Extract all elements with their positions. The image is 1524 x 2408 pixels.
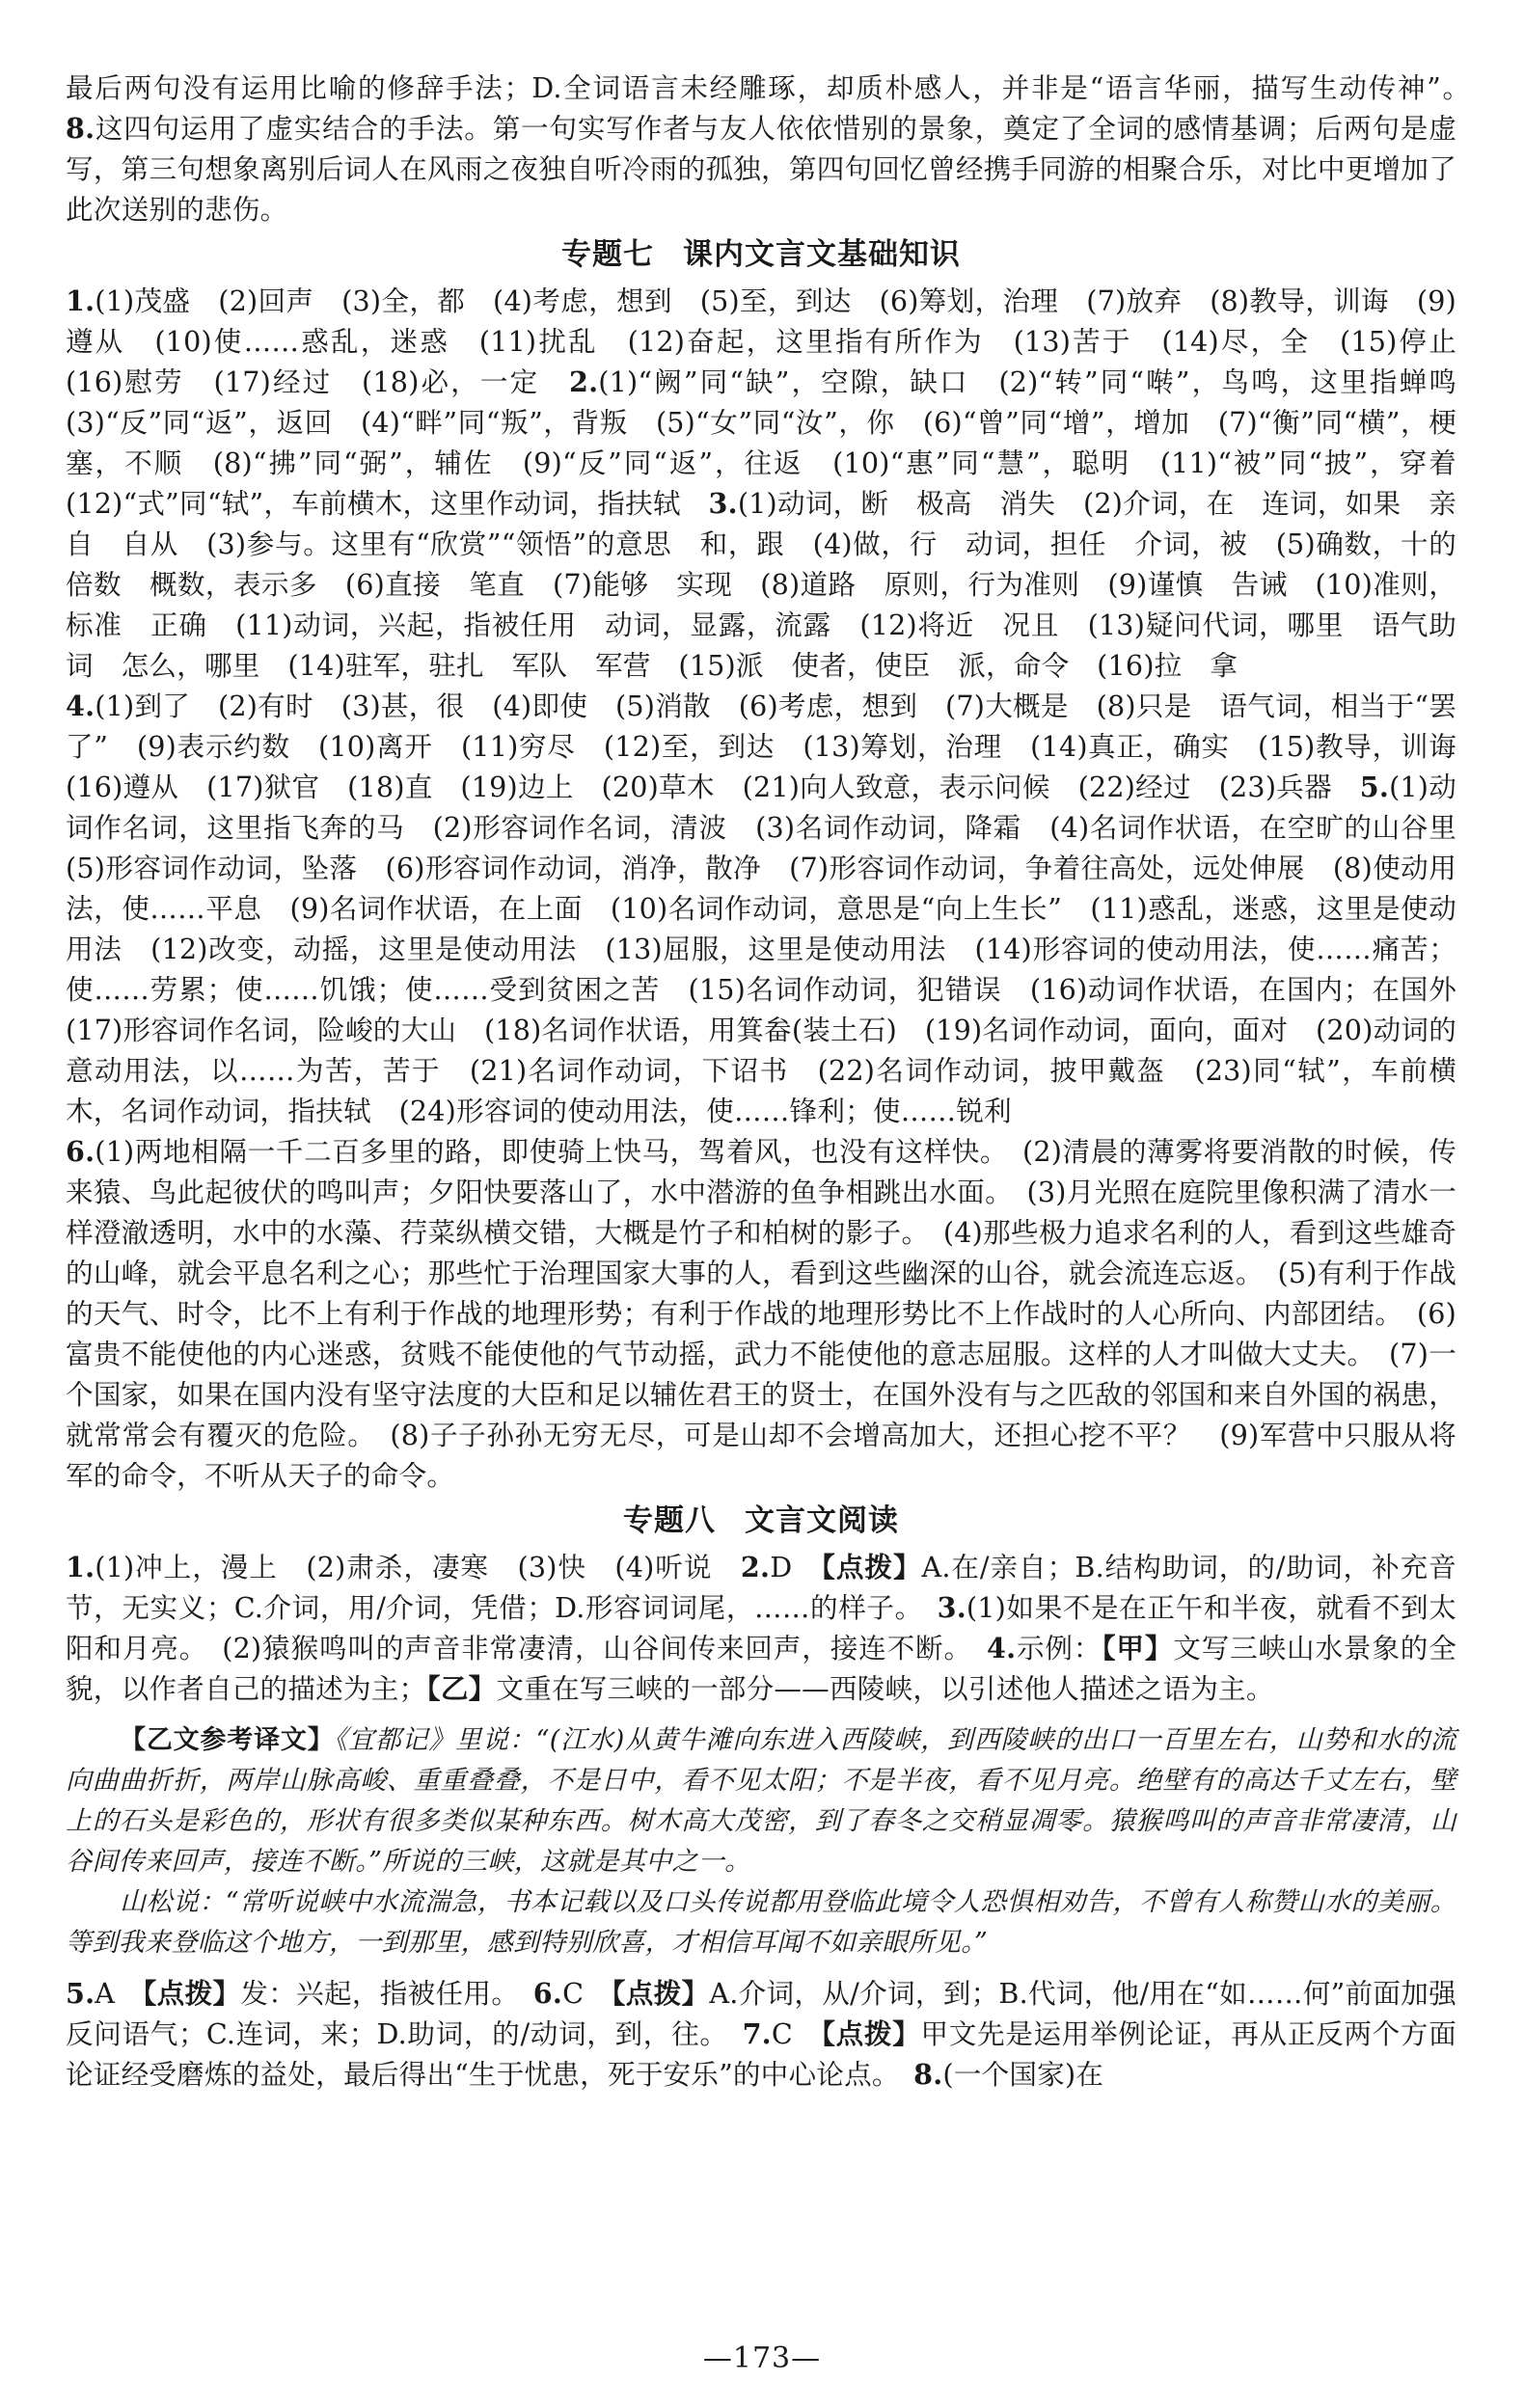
answer-text: (1)冲上，漫上 (2)肃杀，凄寒 (3)快 (4)听说 <box>95 1551 741 1583</box>
section-title: 课内文言文基础知识 <box>683 237 961 272</box>
question-number: 3. <box>708 487 738 520</box>
answer-text: (1)如果不是在正午和半夜，就看不到太阳和月亮。 (2)猿猴鸣叫的声音非常凄清，山谷间传来回声，接连不断。 <box>66 1591 1456 1664</box>
answer-text: (1)动词作名词，这里指飞奔的马 (2)形容词作名词，清波 (3)名词作动词，降霜 (4)名词作状语，在空旷的山谷里 (5)形容词作动词，坠落 (6)形容词作动词，消净，散净 (7)形容词作动词，争着往高处，远处伸展 (8)使动用法，使……平息 (9)名词作状语，在上面 (10)名词作动词，意思是“向上生长” (11)惑乱，迷惑，这里是使动用法 (12)改变，动摇，这里是使动用法 (13)屈服，这里是使动用法 (14)形容词的使动用法，使……痛苦；使……劳累；使……饥饿；使……受到贫困之苦 (15)名词作动词，犯错误 (16)动词作状语，在国内；在国外 (17)形容词作名词，险峻的大山 (18)名词作状语，用箕畚(装土石) (19)名词作动词，面向，面对 (20)动词的意动用法，以……为苦，苦于 (21)名词作动词，下诏书 (22)名词作动词，披甲戴盔 (23)同“轼”，车前横木，名词作动词，指扶轼 (24)形容词的使动用法，使……锋利；使……锐利 <box>66 771 1484 1127</box>
question-number: 4. <box>987 1632 1017 1664</box>
question-number: 7. <box>742 2017 772 2050</box>
hint-label: 【点拨】 <box>612 1977 710 2010</box>
translation-paragraph <box>66 1882 1456 1963</box>
hint-label: 【点拨】 <box>821 2017 921 2050</box>
answer-block-7-q6 <box>66 1131 1456 1496</box>
section-title: 文言文阅读 <box>745 1503 899 1538</box>
text: 这四句运用了虚实结合的手法。第一句实写作者与友人依依惜别的景象，奠定了全词的感情基调；后两句是虚写，第三句想象离别后词人在风雨之夜独自听冷雨的孤独，第四句回忆曾经携手同游的相聚合乐，对比中更增加了此次送别的悲伤。 <box>66 112 1456 226</box>
question-number: 2. <box>569 365 599 398</box>
question-number: 3. <box>937 1591 966 1624</box>
answer-text: (1)茂盛 (2)回声 (3)全，都 (4)考虑，想到 (5)至，到达 (6)筹划，治理 (7)放弃 (8)教导，训诲 (9)遵从 (10)使……惑乱，迷惑 (11)扰乱 (12)奋起，这里指有所作为 (13)苦于 (14)尽，全 (15)停止 (16)慰劳 (17)经过 (18)必，一定 <box>66 284 1484 398</box>
question-number: 6. <box>532 1977 563 2010</box>
question-number: 8. <box>913 2058 943 2091</box>
paragraph-continued <box>66 68 1456 230</box>
translation-label: 【乙文参考译文】 <box>120 1725 335 1755</box>
answer-text: 示例： <box>1016 1632 1102 1664</box>
section-heading-7 <box>66 232 1456 277</box>
answer-text: 文写三峡山水景象的全貌，以作者自己的描述为主； <box>66 1632 1456 1705</box>
question-number: 1. <box>66 284 95 317</box>
question-number: 8. <box>66 112 95 145</box>
answer-choice: D <box>770 1551 822 1583</box>
answer-text: (1)“阙”同“缺”，空隙，缺口 (2)“转”同“啭”，鸟鸣，这里指蝉鸣 (3)“反”同“返”，返回 (4)“畔”同“叛”，背叛 (5)“女”同“汝”，你 (6)“曾”同“增”，增加 (7)“衡”同“横”，梗塞，不顺 (8)“拂”同“弼”，辅佐 (9)“反”同“返”，往返 (10)“惠”同“慧”，聪明 (11)“被”同“披”，穿着 (12)“式”同“轼”，车前横木，这里作动词，指扶轼 <box>66 365 1484 520</box>
section-heading-8 <box>66 1499 1456 1543</box>
translation-text: 山松说：“常听说峡中水流湍急，书本记载以及口头传说都用登临此境令人恐惧相劝告，不曾有人称赞山水的美丽。等到我来登临这个地方，一到那里，感到特别欣喜，才相信耳闻不如亲眼所见。” <box>66 1887 1456 1958</box>
answer-text: A.在/亲自；B.结构助词，的/助词，补充音节，无实义；C.介词，用/介词，凭借；D.形容词词尾，……的样子。 <box>66 1551 1456 1624</box>
answer-text: A.介词，从/介词，到；B.代词，他/用在“如……何”前面加强反问语气；C.连词，来；D.助词，的/动词，到，往。 <box>66 1977 1456 2050</box>
answer-choice: C <box>771 2017 822 2050</box>
section-label: 专题七 <box>561 237 654 272</box>
answer-text: (1)两地相隔一千二百多里的路，即使骑上快马，驾着风，也没有这样快。 (2)清晨的薄雾将要消散的时候，传来猿、鸟此起彼伏的鸣叫声；夕阳快要落山了，水中潜游的鱼争相跳出水面。 (3)月光照在庭院里像积满了清水一样澄澈透明，水中的水藻、荇菜纵横交错，大概是竹子和柏树的影子。 (4)那些极力追求名利的人，看到这些雄奇的山峰，就会平息名利之心；那些忙于治理国家大事的人，看到这些幽深的山谷，就会流连忘返。 (5)有利于作战的天气、时令，比不上有利于作战的地理形势；有利于作战的地理形势比不上作战时的人心所向、内部团结。 (6)富贵不能使他的内心迷惑，贫贱不能使他的气节动摇，武力不能使他的意志屈服。这样的人才叫做大丈夫。 (7)一个国家，如果在国内没有坚守法度的大臣和足以辅佐君王的贤士，在国外没有与之匹敌的邻国和来自外国的祸患，就常常会有覆灭的危险。 (8)子子孙孙无穷无尽，可是山却不会增高加大，还担心挖不平？ (9)军营中只服从将军的命令，不听从天子的命令。 <box>66 1135 1456 1492</box>
answer-block-8 <box>66 1547 1456 1709</box>
translation-paragraph <box>66 1720 1456 1882</box>
translation-text: 《宜都记》里说：“(江水)从黄牛滩向东进入西陵峡，到西陵峡的出口一百里左右，山势和水的流向曲曲折折，两岸山脉高峻、重重叠叠，不是日中，看不见太阳；不是半夜，看不见月亮。绝壁有的高达千丈左右，壁上的石头是彩色的，形状有很多类似某种东西。树木高大茂密，到了春冬之交稍显凋零。猿猴鸣叫的声音非常凄清，山谷间传来回声，接连不断。”所说的三峡，这就是其中之一。 <box>66 1725 1456 1877</box>
answer-block-8-cont <box>66 1973 1456 2095</box>
answer-text: 发：兴起，指被任用。 <box>240 1977 533 2010</box>
answer-text: (一个国家)在 <box>942 2058 1104 2091</box>
question-number: 5. <box>66 1977 95 2010</box>
question-number: 5. <box>1359 771 1390 803</box>
question-number: 1. <box>66 1551 95 1583</box>
hint-label: 【点拨】 <box>821 1551 922 1583</box>
answer-choice: A <box>95 1977 144 2010</box>
hint-label: 【点拨】 <box>143 1977 241 2010</box>
text: 最后两句没有运用比喻的修辞手法；D.全词语言未经雕琢，却质朴感人，并非是“语言华丽，描写生动传神”。 <box>66 71 1456 104</box>
text-label: 【乙】 <box>426 1672 497 1705</box>
page-number: —173— <box>702 2341 822 2375</box>
answer-block-7 <box>66 281 1484 686</box>
answer-text: (1)到了 (2)有时 (3)甚，很 (4)即使 (5)消散 (6)考虑，想到 (7)大概是 (8)只是 语气词，相当于“罢了” (9)表示约数 (10)离开 (11)穷尽 (12)至，到达 (13)筹划，治理 (14)真正，确实 (15)教导，训诲 (16)遵从 (17)狱官 (18)直 (19)边上 (20)草木 (21)向人致意，表示问候 (22)经过 (23)兵器 <box>66 690 1484 803</box>
answer-text: 文重在写三峡的一部分——西陵峡，以引述他人描述之语为主。 <box>496 1672 1274 1705</box>
answer-block-7-q4 <box>66 686 1484 1131</box>
text-label: 【甲】 <box>1102 1632 1174 1664</box>
question-number: 2. <box>740 1551 771 1583</box>
question-number: 6. <box>66 1135 95 1168</box>
section-label: 专题八 <box>623 1503 716 1538</box>
answer-choice: C <box>562 1977 612 2010</box>
answer-text: (1)动词，断 极高 消失 (2)介词，在 连词，如果 亲自 自从 (3)参与。这里有“欣赏”“领悟”的意思 和，跟 (4)做，行 动词，担任 介词，被 (5)确数，十的倍数 概数，表示多 (6)直接 笔直 (7)能够 实现 (8)道路 原则，行为准则 (9)谨慎 告诫 (10)准则，标准 正确 (11)动词，兴起，指被任用 动词，显露，流露 (12)将近 况且 (13)疑问代词，哪里 语气助词 怎么，哪里 (14)驻军，驻扎 军队 军营 (15)派 使者，使臣 派，命令 (16)拉 拿 <box>66 487 1456 682</box>
question-number: 4. <box>66 690 95 722</box>
answer-text: 甲文先是运用举例论证，再从正反两个方面论证经受磨炼的益处，最后得出“生于忧患，死于安乐”的中心论点。 <box>66 2017 1456 2091</box>
